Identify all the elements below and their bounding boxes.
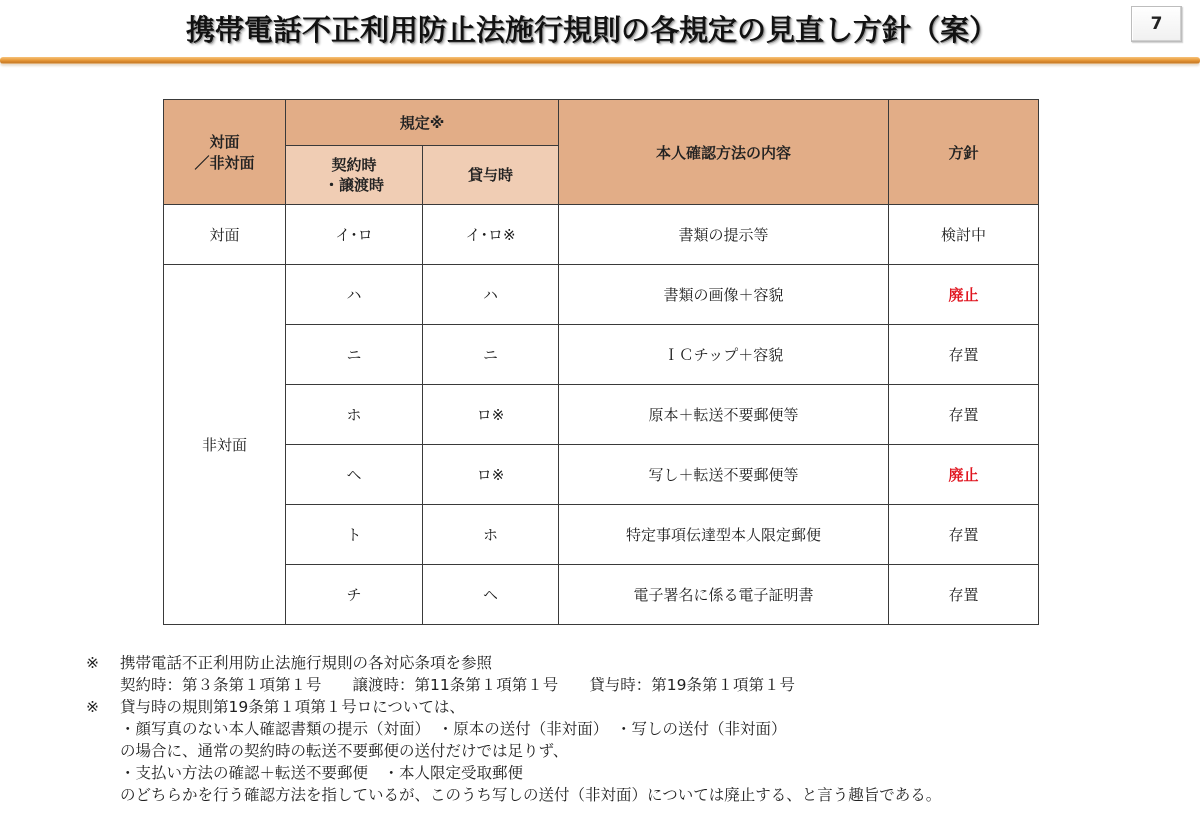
slide-title — [0, 8, 1200, 49]
cell-method: 書類の画像＋容貌 — [559, 265, 889, 325]
title-divider — [0, 57, 1200, 64]
header-method: 本人確認方法の内容 — [559, 100, 889, 205]
cell-policy: 存置 — [889, 505, 1039, 565]
cell-policy: 検討中 — [889, 205, 1039, 265]
reference-mark-icon: ※ — [86, 654, 99, 672]
page-number-badge: 7 — [1131, 6, 1182, 42]
cell-contract: ニ — [286, 325, 423, 385]
cell-lending: ハ — [423, 265, 559, 325]
note-text: 貸与時の規則第19条第１項第１号ロについては、 — [120, 698, 465, 716]
cell-lending: イ･ロ※ — [423, 205, 559, 265]
cell-lending: ホ — [423, 505, 559, 565]
header-contract — [286, 146, 423, 205]
cell-method: 写し＋転送不要郵便等 — [559, 445, 889, 505]
cell-lending: ヘ — [423, 565, 559, 625]
cell-contract: ヘ — [286, 445, 423, 505]
cell-method: 書類の提示等 — [559, 205, 889, 265]
note2-line3: の場合に、通常の契約時の転送不要郵便の送付だけでは足りず、 — [120, 742, 569, 760]
review-policy-table — [163, 99, 1039, 625]
table-row — [164, 565, 1039, 625]
header-mode-line1: 対面 — [209, 133, 240, 151]
cell-mode-non-face-to-face: 非対面 — [164, 265, 286, 625]
cell-lending: ニ — [423, 325, 559, 385]
note1-line1 — [86, 652, 941, 674]
cell-contract: イ･ロ — [286, 205, 423, 265]
header-contract-line1: 契約時 — [331, 156, 377, 174]
header-contract-line2: ・譲渡時 — [323, 176, 384, 194]
table-row — [164, 325, 1039, 385]
cell-contract: ハ — [286, 265, 423, 325]
cell-lending: ロ※ — [423, 385, 559, 445]
note2-line5: のどちらかを行う確認方法を指しているが、このうち写しの送付（非対面）については廃止する、と言う趣旨である。 — [120, 786, 942, 804]
reference-mark-icon: ※ — [86, 698, 99, 716]
cell-lending: ロ※ — [423, 445, 559, 505]
header-policy: 方針 — [889, 100, 1039, 205]
table-row — [164, 445, 1039, 505]
cell-policy-abolish: 廃止 — [889, 265, 1039, 325]
table-row — [164, 505, 1039, 565]
cell-contract: チ — [286, 565, 423, 625]
table-row — [164, 205, 1039, 265]
header-rules-group: 規定※ — [286, 100, 559, 146]
cell-policy: 存置 — [889, 565, 1039, 625]
cell-policy: 存置 — [889, 385, 1039, 445]
table-row — [164, 265, 1039, 325]
cell-method: 特定事項伝達型本人限定郵便 — [559, 505, 889, 565]
footnotes — [86, 652, 941, 806]
cell-method: 電子署名に係る電子証明書 — [559, 565, 889, 625]
cell-method: ＩＣチップ＋容貌 — [559, 325, 889, 385]
cell-method: 原本＋転送不要郵便等 — [559, 385, 889, 445]
header-mode — [164, 100, 286, 205]
header-mode-line2: ／非対面 — [194, 154, 255, 172]
cell-mode-face-to-face: 対面 — [164, 205, 286, 265]
note2-line2: ・顔写真のない本人確認書類の提示（対面） ・原本の送付（非対面） ・写しの送付（非対面） — [120, 720, 787, 738]
cell-contract: ホ — [286, 385, 423, 445]
table-row — [164, 385, 1039, 445]
note-text: 携帯電話不正利用防止法施行規則の各対応条項を参照 — [120, 654, 493, 672]
slide-title-text: 携帯電話不正利用防止法施行規則の各規定の見直し方針（案） — [185, 13, 998, 47]
cell-policy-abolish: 廃止 — [889, 445, 1039, 505]
note1-line2: 契約時：第３条第１項第１号 譲渡時：第11条第１項第１号 貸与時：第19条第１項第１号 — [120, 676, 795, 694]
cell-contract: ト — [286, 505, 423, 565]
note2-line1 — [86, 696, 941, 718]
note2-line4: ・支払い方法の確認＋転送不要郵便 ・本人限定受取郵便 — [120, 764, 524, 782]
header-lending: 貸与時 — [423, 146, 559, 205]
cell-policy: 存置 — [889, 325, 1039, 385]
